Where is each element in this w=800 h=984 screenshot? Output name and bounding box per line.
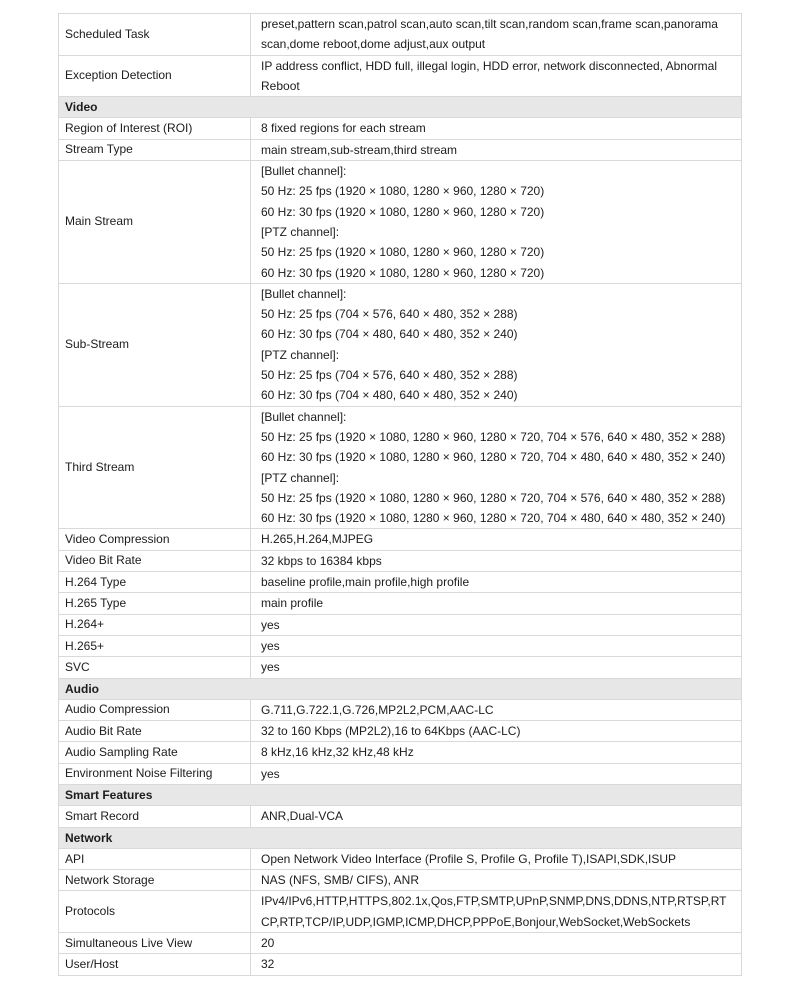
spec-value-line: 32: [261, 957, 275, 972]
spec-label: Stream Type: [65, 142, 133, 157]
section-header-smart-features: [59, 785, 741, 806]
spec-label: Region of Interest (ROI): [65, 121, 193, 136]
spec-value-line: main stream,sub-stream,third stream: [261, 142, 458, 157]
spec-label-cell: [59, 118, 251, 138]
spec-label-cell: [59, 891, 251, 932]
spec-label-cell: [59, 593, 251, 613]
spec-row-simultaneous-live-view: [59, 933, 741, 954]
spec-value-line: baseline profile,main profile,high profile: [261, 575, 470, 590]
spec-value-cell: [251, 954, 741, 974]
spec-label-cell: [59, 764, 251, 784]
spec-value-line: yes: [261, 660, 280, 675]
section-header-audio: [59, 679, 741, 700]
spec-row-third-stream: [59, 407, 741, 530]
spec-value-line: preset,pattern scan,patrol scan,auto scan,tilt scan,random scan,frame scan,panorama scan,dome reboot,dome adjust,aux output: [261, 17, 718, 52]
spec-row-h-264: [59, 615, 741, 636]
spec-label-cell: [59, 284, 251, 406]
spec-value-line: H.265,H.264,MJPEG: [261, 532, 374, 547]
spec-label-cell: [59, 721, 251, 741]
spec-label: H.265+: [65, 638, 105, 653]
spec-label: Sub-Stream: [65, 337, 130, 352]
spec-value-line: 50 Hz: 25 fps (1920 × 1080, 1280 × 960, 1280 × 720): [261, 245, 545, 260]
spec-row-exception-detection: [59, 56, 741, 98]
spec-value-cell: [251, 14, 741, 55]
spec-value-cell: [251, 407, 741, 529]
spec-row-user-host: [59, 954, 741, 975]
spec-label: API: [65, 851, 85, 866]
spec-row-audio-bit-rate: [59, 721, 741, 742]
section-title: Network: [65, 830, 113, 845]
spec-label-cell: [59, 742, 251, 762]
spec-value-line: yes: [261, 638, 280, 653]
spec-row-sub-stream: [59, 284, 741, 407]
spec-label: Video Bit Rate: [65, 553, 142, 568]
spec-value-line: 8 fixed regions for each stream: [261, 121, 426, 136]
spec-row-environment-noise-filtering: [59, 764, 741, 785]
spec-label: H.264 Type: [65, 574, 127, 589]
spec-value-line: [Bullet channel]:: [261, 164, 347, 179]
spec-label-cell: [59, 14, 251, 55]
spec-row-audio-compression: [59, 700, 741, 721]
spec-label-cell: [59, 954, 251, 974]
spec-row-h-265-type: [59, 593, 741, 614]
section-header-video: [59, 97, 741, 118]
spec-label-cell: [59, 636, 251, 656]
spec-value-line: 50 Hz: 25 fps (704 × 576, 640 × 480, 352 × 288): [261, 368, 518, 383]
spec-value-line: [Bullet channel]:: [261, 409, 347, 424]
spec-label: Third Stream: [65, 460, 135, 475]
spec-label: Network Storage: [65, 872, 155, 887]
spec-label: Audio Sampling Rate: [65, 745, 178, 760]
spec-value-line: [PTZ channel]:: [261, 224, 340, 239]
spec-label: Environment Noise Filtering: [65, 766, 213, 781]
spec-value-cell: [251, 140, 741, 160]
spec-label-cell: [59, 572, 251, 592]
spec-value-cell: [251, 284, 741, 406]
spec-row-api: [59, 849, 741, 870]
spec-row-protocols: [59, 891, 741, 933]
spec-value-cell: [251, 657, 741, 677]
spec-value-cell: [251, 572, 741, 592]
spec-value-cell: [251, 56, 741, 97]
spec-label: Scheduled Task: [65, 26, 150, 41]
spec-value-line: IP address conflict, HDD full, illegal login, HDD error, network disconnected, Abnormal Reboot: [261, 58, 717, 93]
spec-label-cell: [59, 140, 251, 160]
spec-value-cell: [251, 118, 741, 138]
spec-value-cell: [251, 870, 741, 890]
spec-label: Audio Bit Rate: [65, 723, 142, 738]
spec-value-line: 60 Hz: 30 fps (704 × 480, 640 × 480, 352 × 240): [261, 388, 518, 403]
spec-value-line: 60 Hz: 30 fps (1920 × 1080, 1280 × 960, 1280 × 720): [261, 204, 545, 219]
spec-value-line: 50 Hz: 25 fps (704 × 576, 640 × 480, 352 × 288): [261, 307, 518, 322]
spec-value-line: [PTZ channel]:: [261, 470, 340, 485]
spec-value-cell: [251, 742, 741, 762]
spec-row-video-compression: [59, 529, 741, 550]
spec-value-line: 50 Hz: 25 fps (1920 × 1080, 1280 × 960, 1280 × 720, 704 × 576, 640 × 480, 352 × 288): [261, 429, 726, 444]
specification-table: [58, 13, 742, 976]
spec-label-cell: [59, 933, 251, 953]
spec-value-line: 60 Hz: 30 fps (704 × 480, 640 × 480, 352 × 240): [261, 327, 518, 342]
spec-label-cell: [59, 849, 251, 869]
spec-label-cell: [59, 657, 251, 677]
spec-value-cell: [251, 806, 741, 826]
spec-label: H.265 Type: [65, 595, 127, 610]
spec-value-line: 32 to 160 Kbps (MP2L2),16 to 64Kbps (AAC-LC): [261, 724, 521, 739]
section-header-network: [59, 828, 741, 849]
spec-label-cell: [59, 161, 251, 283]
spec-label-cell: [59, 870, 251, 890]
spec-label-cell: [59, 529, 251, 549]
spec-label: Protocols: [65, 904, 116, 919]
spec-value-cell: [251, 615, 741, 635]
spec-row-region-of-interest-roi: [59, 118, 741, 139]
spec-label: H.264+: [65, 617, 105, 632]
spec-value-cell: [251, 551, 741, 571]
spec-label: SVC: [65, 659, 90, 674]
spec-value-cell: [251, 636, 741, 656]
section-title: Video: [65, 100, 98, 115]
spec-value-cell: [251, 721, 741, 741]
spec-value-line: yes: [261, 766, 280, 781]
spec-row-stream-type: [59, 140, 741, 161]
spec-value-line: 60 Hz: 30 fps (1920 × 1080, 1280 × 960, 1280 × 720, 704 × 480, 640 × 480, 352 × 240): [261, 511, 726, 526]
spec-label-cell: [59, 615, 251, 635]
spec-row-svc: [59, 657, 741, 678]
spec-value-line: yes: [261, 617, 280, 632]
spec-value-line: 8 kHz,16 kHz,32 kHz,48 kHz: [261, 745, 414, 760]
spec-label-cell: [59, 700, 251, 720]
spec-value-line: 50 Hz: 25 fps (1920 × 1080, 1280 × 960, 1280 × 720): [261, 184, 545, 199]
spec-label-cell: [59, 806, 251, 826]
spec-value-cell: [251, 700, 741, 720]
section-title: Audio: [65, 681, 99, 696]
spec-label: Video Compression: [65, 532, 170, 547]
spec-value-line: 60 Hz: 30 fps (1920 × 1080, 1280 × 960, 1280 × 720): [261, 265, 545, 280]
spec-row-scheduled-task: [59, 14, 741, 56]
spec-value-line: [Bullet channel]:: [261, 286, 347, 301]
spec-value-cell: [251, 529, 741, 549]
spec-value-line: IPv4/IPv6,HTTP,HTTPS,802.1x,Qos,FTP,SMTP,UPnP,SNMP,DNS,DDNS,NTP,RTSP,RTCP,RTP,TCP/IP,UDP,IGMP,ICMP,DHCP,PPPoE,Bonjour,WebSocket,WebSockets: [261, 894, 727, 929]
spec-value-cell: [251, 161, 741, 283]
spec-value-line: 50 Hz: 25 fps (1920 × 1080, 1280 × 960, 1280 × 720, 704 × 576, 640 × 480, 352 × 288): [261, 490, 726, 505]
spec-row-h-264-type: [59, 572, 741, 593]
spec-label: Main Stream: [65, 214, 134, 229]
spec-label-cell: [59, 407, 251, 529]
spec-row-audio-sampling-rate: [59, 742, 741, 763]
spec-row-smart-record: [59, 806, 741, 827]
spec-label: Smart Record: [65, 808, 140, 823]
spec-value-line: [PTZ channel]:: [261, 347, 340, 362]
spec-row-main-stream: [59, 161, 741, 284]
spec-value-line: 32 kbps to 16384 kbps: [261, 553, 382, 568]
spec-value-cell: [251, 849, 741, 869]
spec-value-cell: [251, 764, 741, 784]
spec-value-cell: [251, 593, 741, 613]
spec-value-cell: [251, 933, 741, 953]
spec-value-line: 20: [261, 936, 275, 951]
spec-value-line: NAS (NFS, SMB/ CIFS), ANR: [261, 873, 420, 888]
spec-value-cell: [251, 891, 741, 932]
spec-value-line: Open Network Video Interface (Profile S, Profile G, Profile T),ISAPI,SDK,ISUP: [261, 851, 677, 866]
spec-label-cell: [59, 56, 251, 97]
spec-value-line: 60 Hz: 30 fps (1920 × 1080, 1280 × 960, 1280 × 720, 704 × 480, 640 × 480, 352 × 240): [261, 450, 726, 465]
spec-label: Audio Compression: [65, 702, 170, 717]
spec-row-h-265: [59, 636, 741, 657]
spec-label: User/Host: [65, 957, 119, 971]
spec-label-cell: [59, 551, 251, 571]
spec-row-network-storage: [59, 870, 741, 891]
spec-value-line: G.711,G.722.1,G.726,MP2L2,PCM,AAC-LC: [261, 702, 494, 717]
spec-label: Exception Detection: [65, 68, 172, 83]
section-title: Smart Features: [65, 787, 153, 802]
spec-label: Simultaneous Live View: [65, 935, 193, 950]
spec-value-line: ANR,Dual-VCA: [261, 809, 344, 824]
spec-row-video-bit-rate: [59, 551, 741, 572]
spec-value-line: main profile: [261, 596, 324, 611]
